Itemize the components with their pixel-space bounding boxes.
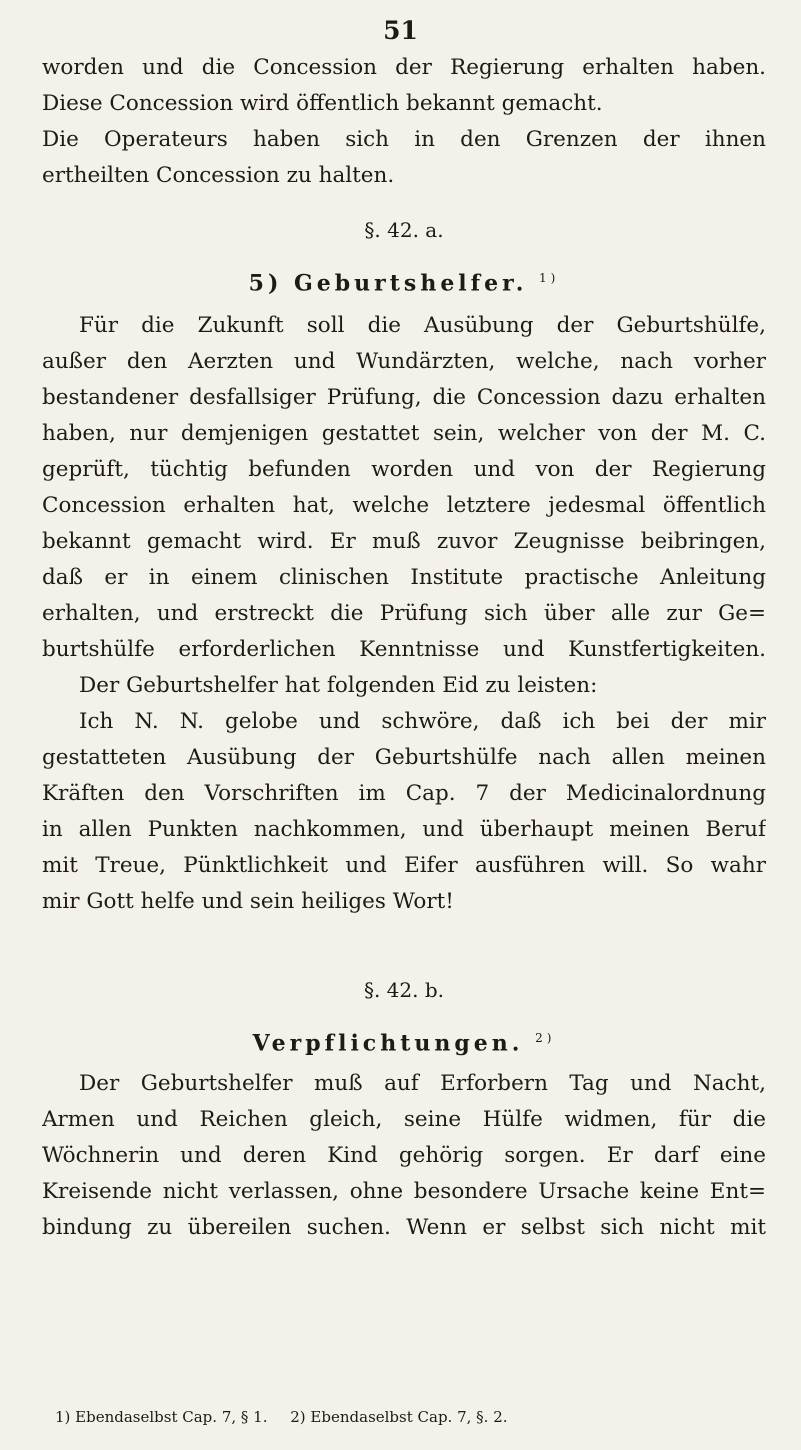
text-line: Ich N. N. gelobe und schwöre, daß ich bei der mir — [79, 709, 766, 734]
text-line: daß er in einem clinischen Institute practische Anleitung — [42, 565, 766, 590]
text-line: Wöchnerin und deren Kind gehörig sorgen. Er darf eine — [42, 1143, 766, 1168]
section-42a-heading — [42, 260, 766, 301]
section-number: §. 42. b. — [363, 978, 445, 1002]
section-heading: 5) Geburtshelfer. $^{1)}$ — [248, 270, 560, 297]
footnote: 2) Ebendaselbst Cap. 7, §. 2. — [290, 1408, 508, 1426]
section-42b-title — [42, 972, 766, 1008]
text-line: Armen und Reichen gleich, seine Hülfe widmen, für die — [42, 1107, 766, 1132]
text-line: bekannt gemacht wird. Er muß zuvor Zeugnisse beibringen, — [42, 529, 766, 554]
text-line: bestandener desfallsiger Prüfung, die Concession dazu erhalten — [42, 385, 766, 410]
text-line: Die Operateurs haben sich in den Grenzen der ihnen — [42, 127, 766, 152]
text-line: haben, nur demjenigen gestattet sein, welcher von der M. C. — [42, 421, 766, 446]
text-line: Kreisende nicht verlassen, ohne besondere Ursache keine Ent= — [42, 1179, 766, 1204]
text-line: Der Geburtshelfer muß auf Erforbern Tag und Nacht, — [79, 1071, 766, 1096]
footnotes — [55, 1408, 779, 1426]
text-line: Kräften den Vorschriften im Cap. 7 der Medicinalordnung — [42, 781, 766, 806]
section-number: §. 42. a. — [364, 218, 444, 242]
text-line: Der Geburtshelfer hat folgenden Eid zu leisten: — [79, 673, 598, 698]
paragraph-geburtshelfer — [42, 308, 766, 920]
text-line: worden und die Concession der Regierung erhalten haben. — [42, 55, 766, 80]
text-line: Concession erhalten hat, welche letztere jedesmal öffentlich — [42, 493, 766, 518]
page-number: 51 — [383, 16, 418, 45]
section-heading: Verpflichtungen. $^{2)}$ — [252, 1030, 556, 1057]
text-line: ertheilten Concession zu halten. — [42, 163, 395, 188]
text-line: außer den Aerzten und Wundärzten, welche, nach vorher — [42, 349, 766, 374]
text-line: in allen Punkten nachkommen, und überhaupt meinen Beruf — [42, 817, 766, 842]
text-line: mir Gott helfe und sein heiliges Wort! — [42, 889, 454, 914]
text-line: mit Treue, Pünktlichkeit und Eifer ausführen will. So wahr — [42, 853, 766, 878]
paragraph-verpflichtungen — [42, 1066, 766, 1246]
text-line: geprüft, tüchtig befunden worden und von der Regierung — [42, 457, 766, 482]
text-line: Für die Zukunft soll die Ausübung der Geburtshülfe, — [79, 313, 766, 338]
paragraph-concession — [42, 50, 766, 194]
footnote: 1) Ebendaselbst Cap. 7, § 1. — [55, 1408, 268, 1426]
section-42b-heading — [42, 1020, 766, 1061]
section-42a-title — [42, 212, 766, 248]
text-line: burtshülfe erforderlichen Kenntnisse und Kunstfertigkeiten. — [42, 637, 766, 662]
text-line: erhalten, und erstreckt die Prüfung sich über alle zur Ge= — [42, 601, 766, 626]
text-line: bindung zu übereilen suchen. Wenn er selbst sich nicht mit — [42, 1215, 766, 1240]
text-line: gestatteten Ausübung der Geburtshülfe nach allen meinen — [42, 745, 766, 770]
text-line: Diese Concession wird öffentlich bekannt gemacht. — [42, 91, 603, 116]
